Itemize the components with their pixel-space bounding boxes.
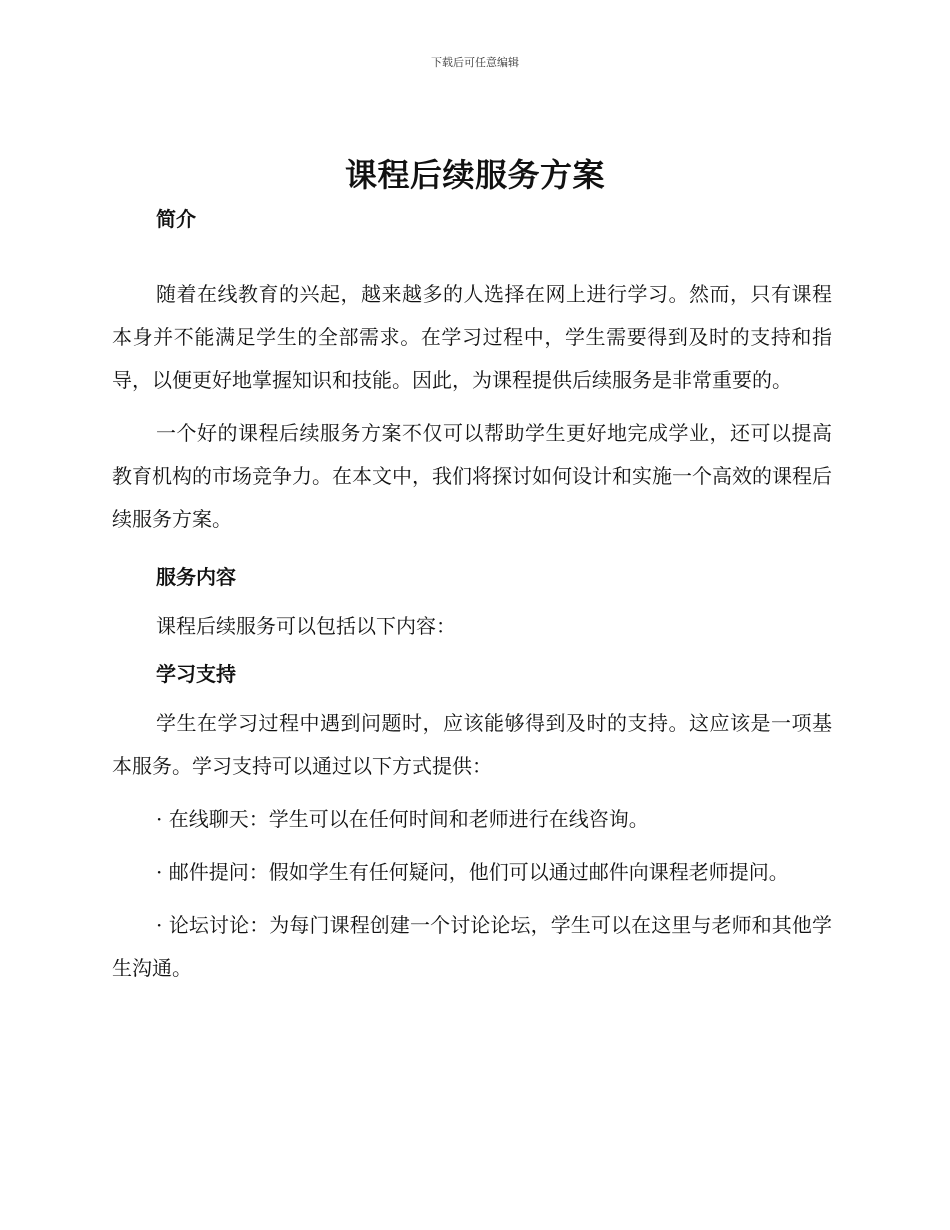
paragraph-intro-2: 一个好的课程后续服务方案不仅可以帮助学生更好地完成学业，还可以提高教育机构的市场竞争力。在本文中，我们将探讨如何设计和实施一个高效的课程后续服务方案。 — [112, 421, 832, 531]
bullet-email-question: · 邮件提问：假如学生有任何疑问，他们可以通过邮件向课程老师提问。 — [156, 860, 789, 884]
section-heading-intro: 简介 — [156, 207, 196, 231]
section-heading-learning-support: 学习支持 — [156, 662, 236, 686]
paragraph-services: 课程后续服务可以包括以下内容： — [156, 614, 456, 638]
bullet-forum-discussion: · 论坛讨论：为每门课程创建一个讨论论坛，学生可以在这里与老师和其他学生沟通。 — [112, 913, 832, 980]
section-heading-services: 服务内容 — [156, 565, 236, 589]
paragraph-intro-1: 随着在线教育的兴起，越来越多的人选择在网上进行学习。然而，只有课程本身并不能满足学生的全部需求。在学习过程中，学生需要得到及时的支持和指导，以便更好地掌握知识和技能。因此，为课程提供后续服务是非常重要的。 — [112, 282, 832, 392]
document-body — [112, 205, 832, 990]
paragraph-learning-support: 学生在学习过程中遇到问题时，应该能够得到及时的支持。这应该是一项基本服务。学习支持可以通过以下方式提供： — [112, 711, 832, 778]
document-title: 课程后续服务方案 — [344, 156, 605, 194]
bullet-online-chat: · 在线聊天：学生可以在任何时间和老师进行在线咨询。 — [156, 807, 649, 831]
header-note: 下载后可任意编辑 — [431, 56, 519, 69]
